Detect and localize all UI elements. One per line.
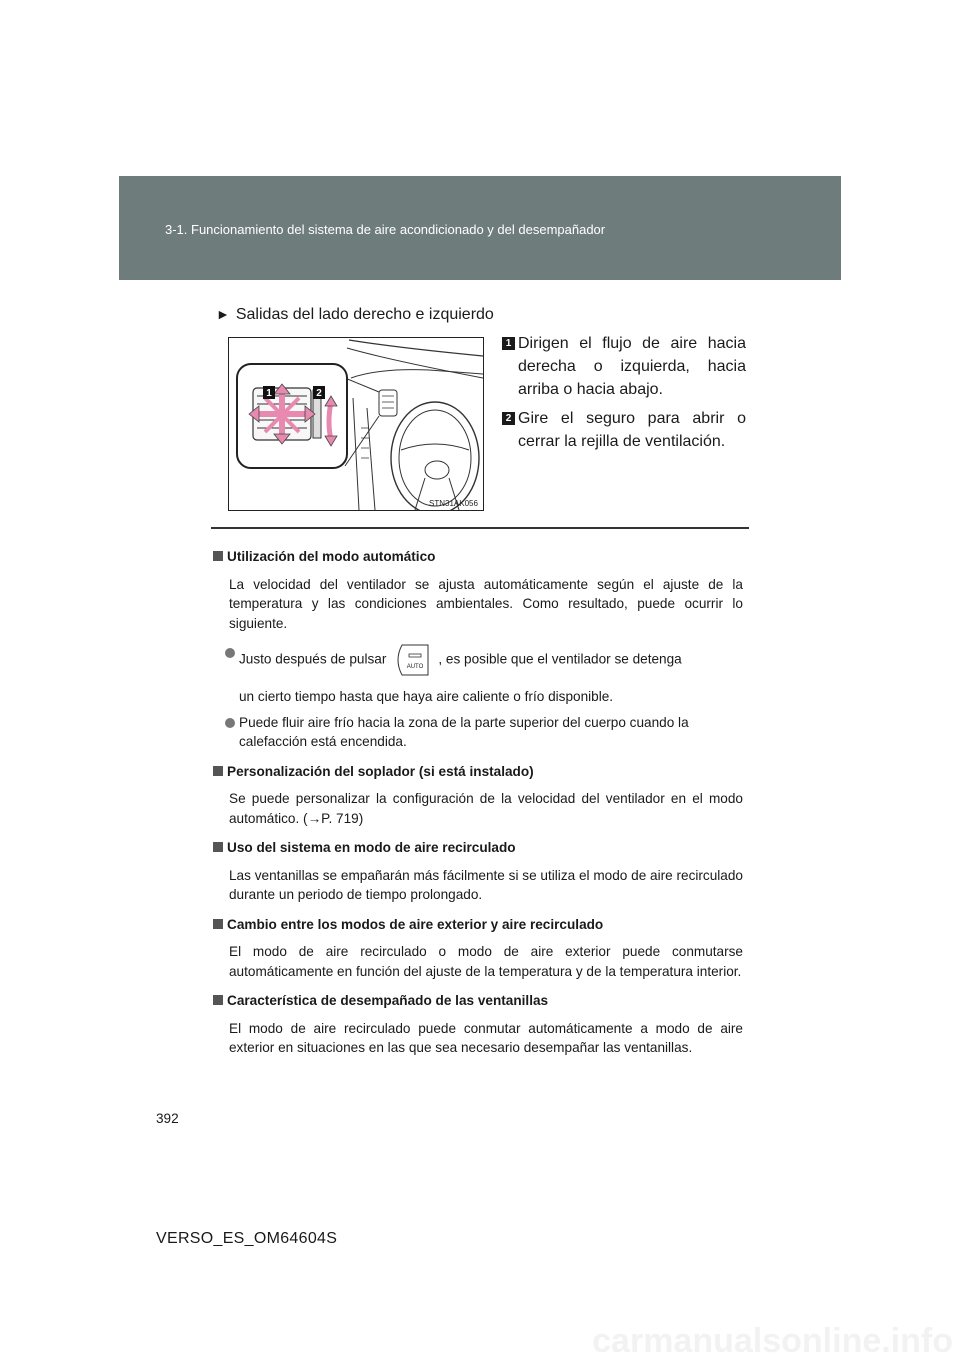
note-heading-text: Personalización del soplador (si está instalado) <box>227 763 534 779</box>
note-heading-text: Característica de desempañado de las ventanillas <box>227 993 549 1008</box>
callout-number: 2 <box>502 412 515 425</box>
round-bullet-icon <box>225 718 235 728</box>
note-text: Se puede personalizar la configuración de la velocidad del ventilador en el modo automático. (→P. 719) <box>229 791 743 826</box>
footer-code: VERSO_ES_OM64604S <box>156 1230 338 1247</box>
chapter-header <box>119 176 841 280</box>
note-text: La velocidad del ventilador se ajusta automáticamente según el ajuste de la temperatura y las condiciones ambientales. Como resultado, puede ocurrir lo siguiente. <box>229 576 743 631</box>
bullet-item <box>213 643 743 707</box>
figure-label-1: 1 <box>266 388 272 399</box>
watermark-text: carmanualsonline.info <box>592 1322 953 1358</box>
divider <box>211 527 749 529</box>
note-heading-text: Uso del sistema en modo de aire recirculado <box>227 840 516 855</box>
note-heading-text: Utilización del modo automático <box>227 549 436 564</box>
bullet-text: , es posible que el ventilador se detenga <box>438 651 682 667</box>
bullet-text-cont: un cierto tiempo hasta que haya aire caliente o frío disponible. <box>239 689 614 704</box>
square-bullet-icon <box>213 766 223 776</box>
square-bullet-icon <box>213 919 223 929</box>
square-bullet-icon <box>213 995 223 1005</box>
note-text: Las ventanillas se empañarán más fácilmente si se utiliza el modo de aire recirculado durante un periodo de tiempo prolongado. <box>229 867 743 902</box>
bullet-text: Puede fluir aire frío hacia la zona de la parte superior del cuerpo cuando la calefacción está encendida. <box>239 714 689 749</box>
figure-label-2: 2 <box>316 388 322 399</box>
section-title-text: Salidas del lado derecho e izquierdo <box>235 306 494 323</box>
note-heading <box>213 838 743 858</box>
square-bullet-icon <box>213 551 223 561</box>
dashboard-vent-drawing <box>229 338 483 510</box>
square-bullet-icon <box>213 842 223 852</box>
page-number: 392 <box>156 1111 179 1126</box>
chapter-title: 3-1. Funcionamiento del sistema de aire acondicionado y del desempañador <box>165 222 606 237</box>
note-heading-text: Cambio entre los modos de aire exterior y aire recirculado <box>227 916 604 932</box>
note-text: El modo de aire recirculado puede conmutar automáticamente a modo de aire exterior en situaciones en las que sea necesario desempañar las ventanillas. <box>229 1020 743 1055</box>
notes-section <box>213 547 743 1068</box>
note-heading <box>213 991 743 1011</box>
note-text: El modo de aire recirculado o modo de aire exterior puede conmutarse automáticamente en función del ajuste de la temperatura y de la temperatura interior. <box>229 944 743 979</box>
note-heading <box>213 762 743 782</box>
figure-code: STN31AK056 <box>429 499 478 508</box>
note-heading <box>213 547 743 567</box>
round-bullet-icon <box>225 648 235 658</box>
bullet-text: Justo después de pulsar <box>239 651 387 667</box>
vent-illustration <box>228 337 484 511</box>
bullet-item <box>213 713 743 752</box>
callout-item <box>502 332 746 401</box>
callout-item <box>502 407 746 453</box>
auto-button-label: AUTO <box>407 664 424 670</box>
callout-text: Gire el seguro para abrir o cerrar la rejilla de ventilación. <box>518 410 746 450</box>
triangle-bullet-icon: ► <box>216 306 230 322</box>
note-heading <box>213 915 743 935</box>
auto-button-icon <box>392 643 432 677</box>
callout-number: 1 <box>502 337 515 350</box>
section-title <box>216 306 494 324</box>
callout-text: Dirigen el flujo de aire hacia derecha o izquierda, hacia arriba o hacia abajo. <box>518 335 746 398</box>
callout-list <box>502 332 746 459</box>
